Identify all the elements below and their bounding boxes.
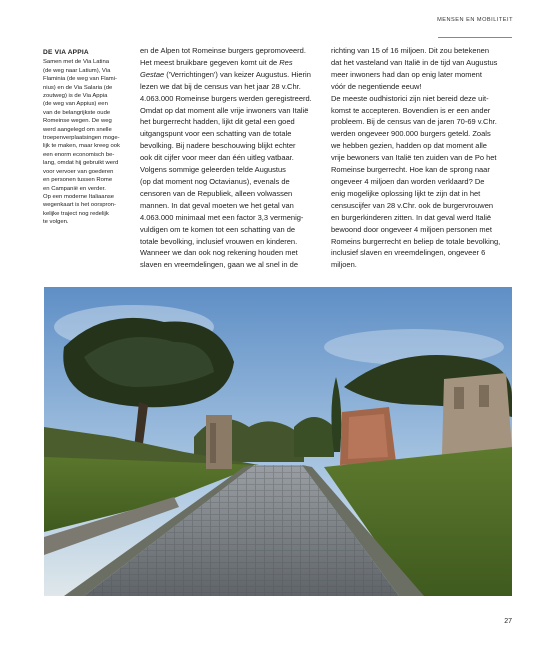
body-line: censoren van de Republiek, alleen volwassen bbox=[140, 188, 293, 198]
body-line: richting van 15 of 16 miljoen. Dit zou betekenen bbox=[331, 46, 490, 55]
sidebar-line: (de weg van Appius) een bbox=[43, 101, 108, 108]
sidebar-line: (de weg naar Latium), Via bbox=[43, 67, 111, 74]
body-line: slaven en vreemdelingen, gaan we al snel in de bbox=[140, 260, 299, 270]
sidebar-line: nius) en de Via Salaria (de bbox=[43, 84, 113, 91]
body-line: (op dat moment nog Octavianus), evenals de bbox=[140, 176, 290, 186]
body-line: totale bevolking, inclusief vrouwen en kinderen. bbox=[140, 236, 298, 246]
sidebar-line: zoutweg) is de Via Appia bbox=[43, 93, 108, 100]
page-number: 27 bbox=[504, 618, 512, 625]
sidebar-line: lijk te maken, maar kreeg ook bbox=[43, 143, 120, 150]
body-line: vrije bewoners van Italië ten zuiden van de Po het bbox=[331, 153, 497, 163]
sidebar-line: en Campanië en verder. bbox=[43, 185, 106, 192]
header-rule bbox=[438, 37, 512, 38]
body-line: vuldigen om te komen tot een schatting van de bbox=[140, 224, 296, 234]
sidebar-line: te volgen. bbox=[43, 219, 69, 226]
body-line: vóór de negentiende eeuw! bbox=[331, 81, 422, 91]
sidebar-line: kelijke traject nog redelijk bbox=[43, 210, 109, 217]
body-line: ook dit cijfer voor meer dan één uitleg vatbaar. bbox=[140, 153, 294, 163]
body-line: ongeveer 4 miljoen dan worden verklaard? De bbox=[331, 176, 485, 186]
body-line: Romeinse burgerrecht. Hoe kan de sprong naar bbox=[331, 165, 490, 175]
body-line: Volgens sommige geleerden telde Augustus bbox=[140, 165, 286, 175]
sidebar-line: Op een moderne Italiaanse bbox=[43, 193, 115, 200]
sidebar-title: DE VIA APPIA bbox=[43, 49, 89, 56]
sidebar-box bbox=[43, 49, 128, 227]
running-header: MENSEN EN MOBILITEIT bbox=[437, 17, 513, 23]
body-line: het burgerrecht hadden, lijkt dit getal een goed bbox=[140, 117, 295, 127]
body-line: inclusief slaven en vreemdelingen, ongeveer 6 bbox=[331, 248, 486, 258]
sidebar-line: Flaminia (de weg van Flami- bbox=[43, 76, 117, 83]
sidebar-line: wegenkaart is het oorspron- bbox=[43, 202, 117, 209]
body-line: komst te accepteren. Bovendien is er een ander bbox=[331, 105, 491, 115]
body-line: 4.063.000 Romeinse burgers werden geregistreerd. bbox=[140, 93, 312, 103]
body-line: Wanneer we dan ook nog rekening houden met bbox=[140, 248, 298, 258]
sidebar-line: lang, omdat hij gebruikt werd bbox=[43, 160, 119, 167]
sidebar-text bbox=[43, 58, 128, 226]
body-text: Het meest bruikbare gegeven komt uit de bbox=[140, 57, 280, 67]
body-line: Romeins burgerrecht en beliep de totale bevolking, bbox=[331, 236, 501, 246]
body-line: De meeste oudhistorici zijn niet bereid deze uit- bbox=[331, 93, 489, 103]
body-line: miljoen. bbox=[331, 260, 357, 270]
sidebar-line: voor vervoer van goederen bbox=[43, 168, 114, 175]
body-line bbox=[140, 57, 315, 69]
body-line: probleem. Bij de census van de jaren 70-69 v.Chr. bbox=[331, 117, 497, 127]
sidebar-line: en personen tussen Rome bbox=[43, 177, 113, 184]
body-line: dat het vasteland van Italië in de tijd van Augustus bbox=[331, 57, 498, 67]
body-line: censuscijfer van 28 v.Chr. ook de burgervrouwen bbox=[331, 200, 494, 210]
body-line: 4.063.000 minimaal met een factor 3,3 vermenig- bbox=[140, 212, 304, 222]
photo-illustration bbox=[44, 287, 512, 596]
body-line: mannen. In dat geval moeten we het getal van bbox=[140, 200, 294, 210]
italic-title: Gestae bbox=[140, 69, 165, 79]
body-line: werden ongeveer 900.000 burgers geteld. Zoals bbox=[331, 129, 491, 139]
body-line: en de Alpen tot Romeinse burgers gepromoveerd. bbox=[140, 46, 306, 55]
body-line: bevolking. Bij nadere beschouwing blijkt echter bbox=[140, 141, 296, 151]
sidebar-line: van de belangrijkste oude bbox=[43, 109, 111, 116]
sidebar-line: troepenverplaatsingen moge- bbox=[43, 135, 120, 142]
sidebar-line: Samen met de Via Latina bbox=[43, 59, 110, 66]
sidebar-line: een enorm economisch be- bbox=[43, 151, 115, 158]
body-line: Omdat op dat moment alle vrije inwoners van Italië bbox=[140, 105, 309, 115]
sidebar-line: werd aangelegd om snelle bbox=[43, 126, 112, 133]
body-line: we hebben gezien, hadden op dat moment alle bbox=[331, 141, 487, 151]
body-column-1 bbox=[140, 45, 315, 271]
body-text: ('Verrichtingen') van keizer Augustus. Hierin bbox=[164, 69, 311, 79]
body-line bbox=[140, 69, 315, 81]
italic-title: Res bbox=[279, 57, 293, 67]
via-appia-photo bbox=[44, 287, 512, 596]
sidebar-line: Romeinse wegen. De weg bbox=[43, 118, 112, 125]
body-line: lezen we dat bij de census van het jaar 28 v.Chr. bbox=[140, 81, 301, 91]
body-line: en burgerkinderen zitten. In dat geval werd Italië bbox=[331, 212, 492, 222]
body-line: uitgangspunt voor een schatting van de totale bbox=[140, 129, 292, 139]
body-line: enig mogelijke oplossing lijkt te zijn dat in het bbox=[331, 188, 481, 198]
body-line: bewoond door ongeveer 4 miljoen personen met bbox=[331, 224, 492, 234]
body-line: meer inwoners had dan op enig later moment bbox=[331, 69, 482, 79]
body-column-2 bbox=[331, 45, 513, 271]
